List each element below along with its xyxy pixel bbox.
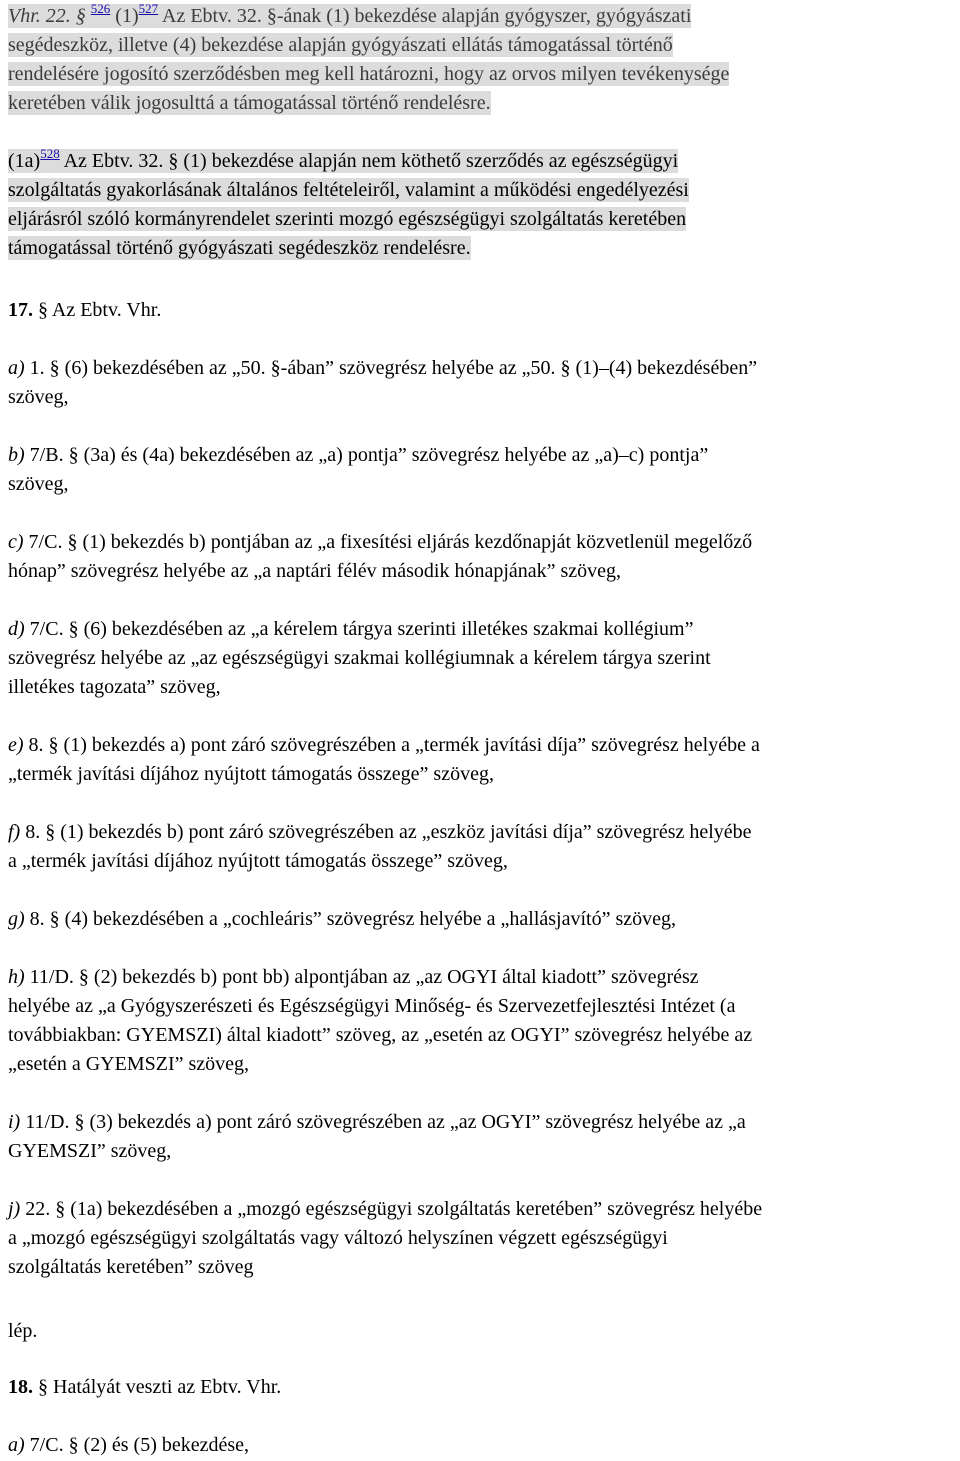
item-label: c) [8,531,24,553]
footnote-link-528[interactable]: 528 [40,146,60,161]
item-text: szolgáltatás keretében” szöveg [8,1256,254,1278]
item-text: GYEMSZI” szöveg, [8,1140,172,1162]
item-text: 7/C. § (6) bekezdésében az „a kérelem tárgya szerinti illetékes szakmai kollégium” [24,618,694,640]
item-label: g) [8,908,25,930]
list-item [8,1108,958,1166]
footnote-link-527[interactable]: 527 [138,1,159,16]
item-text: „esetén a GYEMSZI” szöveg, [8,1053,250,1075]
item-text: 11/D. § (2) bekezdés b) pont bb) alpontjában az „az OGYI által kiadott” szövegrész [24,966,699,988]
section-title: § Az Ebtv. Vhr. [33,299,162,321]
item-label: h) [8,966,25,988]
item-text: továbbiakban: GYEMSZI) által kiadott” szöveg, az „esetén az OGYI” szövegrész helyébe az [8,1024,753,1046]
section-17-heading [8,296,958,325]
item-text: „termék javítási díjához nyújtott támogatás összege” szöveg, [8,763,494,785]
item-label: a) [8,1434,25,1456]
list-item [8,354,958,412]
item-text: szövegrész helyébe az „az egészségügyi szakmai kollégiumnak a kérelem tárgya szerint [8,647,711,669]
paragraph-text: Vhr. 22. § [8,5,91,27]
item-text: szöveg, [8,386,69,408]
list-item [8,441,958,499]
list-item [8,528,958,586]
list-item [8,905,958,934]
item-text: a „mozgó egészségügyi szolgáltatás vagy változó helyszínen végzett egészségügyi [8,1227,668,1249]
item-text: 1. § (6) bekezdésében az „50. §-ában” szövegrész helyébe az „50. § (1)–(4) bekezdésében” [24,357,758,379]
item-label: e) [8,734,24,756]
item-label: b) [8,444,25,466]
item-text: hónap” szövegrész helyébe az „a naptári félév második hónapjának” szöveg, [8,560,622,582]
item-text: szöveg, [8,473,69,495]
section-title: § Hatályát veszti az Ebtv. Vhr. [33,1376,282,1398]
section-18-heading [8,1373,958,1402]
item-text: illetékes tagozata” szöveg, [8,676,221,698]
item-label: a) [8,357,25,379]
paragraph-line: rendelésére jogosító szerződésben meg kell határozni, hogy az orvos milyen tevékenysége [8,63,730,85]
item-text: a „termék javítási díjához nyújtott támogatás összege” szöveg, [8,850,508,872]
paragraph-line: szolgáltatás gyakorlásának általános feltételeiről, valamint a működési engedélyezési [8,179,689,201]
paragraph-line: segédeszköz, illetve (4) bekezdése alapján gyógyászati ellátás támogatással történő [8,34,673,56]
list-item [8,963,958,1079]
section-number: 18. [8,1376,33,1398]
item-text: 8. § (1) bekezdés b) pont záró szövegrészében az „eszköz javítási díja” szövegrész helyébe [20,821,752,843]
item-text: 8. § (1) bekezdés a) pont záró szövegrészében a „termék javítási díja” szövegrész helyébe a [23,734,760,756]
paragraph-vhr-22: Vhr. 22. § $^{526}$ (1)$^{527}$ Az Ebtv. 32. §-ának (1) bekezdése alapján gyógyszer, gyógyászati segédeszköz, illetve (4) bekezdése alapján gyógyászati ellátás támogatással történő rendelésére jogosító szerződésben meg kell határozni, hogy az orvos milyen tevékenysége keretében válik jogosulttá a támogatással történő rendelésre. [8,1,730,114]
list-item [8,615,958,702]
paragraph-line: eljárásról szóló kormányrendelet szerinti mozgó egészségügyi szolgáltatás keretében [8,208,687,230]
item-text: 22. § (1a) bekezdésében a „mozgó egészségügyi szolgáltatás keretében” szövegrész helyébe [20,1198,763,1220]
item-label: j) [8,1198,21,1220]
list-item [8,1431,958,1460]
item-text: 7/C. § (1) bekezdés b) pontjában az „a fixesítési eljárás kezdőnapját közvetlenül megelőző [23,531,753,553]
list-item [8,731,958,789]
section-17-closing: lép. [8,1320,38,1342]
footnote-link-526[interactable]: 526 [90,1,111,16]
section-number: 17. [8,299,33,321]
list-item [8,1195,958,1282]
item-label: f) [8,821,21,843]
item-text: 7/C. § (2) és (5) bekezdése, [24,1434,250,1456]
item-text: 7/B. § (3a) és (4a) bekezdésében az „a) pontja” szövegrész helyébe az „a)–c) pontja” [24,444,709,466]
item-text: helyébe az „a Gyógyszerészeti és Egészségügyi Minőség- és Szervezetfejlesztési Intézet (a [8,995,736,1017]
item-text: 8. § (4) bekezdésében a „cochleáris” szövegrész helyébe a „hallásjavító” szöveg, [24,908,677,930]
list-item [8,818,958,876]
item-label: i) [8,1111,21,1133]
paragraph-line: keretében válik jogosulttá a támogatással történő rendelésre. [8,92,491,114]
item-text: 11/D. § (3) bekezdés a) pont záró szövegrészében az „az OGYI” szövegrész helyébe az „a [20,1111,746,1133]
paragraph-1a: (1a)$^{528}$ Az Ebtv. 32. § (1) bekezdése alapján nem köthető szerződés az egészségügyi szolgáltatás gyakorlásának általános feltételeiről, valamint a működési engedélyezési eljárásról szóló kormányrendelet szerinti mozgó egészségügyi szolgáltatás keretében támogatással történő gyógyászati segédeszköz rendelésre. [8,146,689,259]
paragraph-line: támogatással történő gyógyászati segédeszköz rendelésre. [8,237,471,259]
item-label: d) [8,618,25,640]
